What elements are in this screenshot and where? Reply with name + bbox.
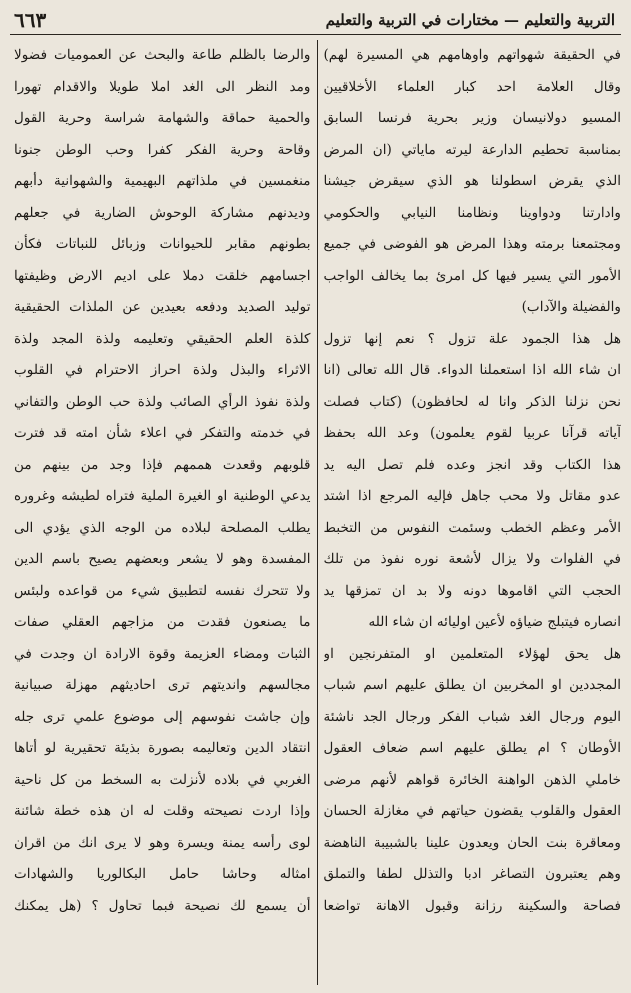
text-line: الغربي في بلاده لأنزلت به السخط من كل ناحية	[14, 771, 311, 788]
text-line: في الحقيقة شهواتهم واوهامهم هي المسيرة لهم)	[323, 47, 621, 63]
text-line: انتقاد الدين وتعاليمه بصورة بذيئة تحقيرية لو أتاها	[14, 740, 311, 756]
text-line: الأمور التي يسير فيها كل امرئ بما يخالف الواجب	[323, 267, 621, 284]
text-line: قلوبهم وقعدت هممهم فإذا وجد من بينهم من	[14, 456, 311, 473]
text-line: وقال العلامة احد كبار العلماء الأخلاقيين	[323, 78, 621, 95]
text-line: الأوطان ؟ ام يطلق عليهم اسم ضعاف العقول	[323, 740, 621, 756]
text-line: وإن جاشت نفوسهم إلى موضوع علمي ترى جله	[14, 708, 311, 725]
text-line: اليوم ورجال الغد شباب الفكر ورجال الجد ناشئة	[323, 708, 621, 725]
text-line: وهم يعتبرون التصاغر ادبا والتذلل لطفا والتملق	[323, 866, 621, 882]
text-line: ومجتمعنا برمته وهذا المرض هو الفوضى في جميع	[323, 236, 621, 252]
text-line: أن يسمع لك نصيحة فبما تحاول ؟ (هل يمكنك	[14, 897, 311, 914]
text-line: خاملي الذهن الواهنة الخائرة قواهم لأنهم مرضى	[323, 771, 621, 788]
text-line: العقول والقلوب يقضون حياتهم في مغازلة الحسان	[323, 803, 621, 819]
running-title: التربية والتعليم — مختارات في التربية والتعليم	[325, 11, 615, 29]
left-text-column	[14, 40, 318, 985]
text-line: ولا تتحرك نفسه لتطبيق شيء من قواعده ولبئس	[14, 582, 311, 599]
text-line: آياته قرآنا عربيا لقوم يعلمون) وعد الله بحفظ	[323, 425, 621, 441]
text-columns	[14, 40, 621, 985]
text-line: مجالسهم وانديتهم ترى احاديثهم مهزلة صبيانية	[14, 677, 311, 693]
text-line: ومد النظر الى الغد املا طويلا والاقدام تهورا	[14, 78, 311, 95]
text-line: الثبات ومضاء العزيمة وقوة الارادة ان وجدت في	[14, 645, 311, 662]
text-line: المجددين او المخربين ان يطلق عليهم اسم شباب	[323, 677, 621, 693]
text-line: لوى رأسه يمنة ويسرة وهو لا يرى انك من اقران	[14, 834, 311, 851]
text-line: هل يحق لهؤلاء المتعلمين او المتفرنجين او	[323, 645, 621, 662]
text-line: الحجب التي اقاموها دونه ولا بد ان تمزقها يد	[323, 582, 621, 599]
text-line: والرضا بالظلم طاعة والبحث عن العموميات فضولا	[14, 47, 311, 63]
page-header	[10, 6, 621, 35]
text-line: اجسامهم خلقت دملا على اديم الارض وظيفتها	[14, 267, 311, 284]
text-line: ان شاء الله اذا استعملنا الدواء. قال الله تعالى (انا	[323, 362, 621, 378]
text-line: ما يصنعون فقدت من مزاجهم العقلي صفات	[14, 614, 311, 630]
text-line: في الفلوات ولا يزال لأشعة نوره نفوذ من تلك	[323, 551, 621, 567]
text-line: عدو مقاتل ولا محب جاهل فإليه المرجع اذا اشتد	[323, 488, 621, 504]
text-line: هذا الكتاب وقد انجز وعده فلم تصل اليه يد	[323, 456, 621, 473]
text-line: المسيو دولانيسان وزير بحرية فرنسا السابق	[323, 110, 621, 126]
text-line: وديدنهم مشاركة الوحوش الضارية في جعلهم	[14, 204, 311, 221]
right-text-column	[318, 40, 622, 985]
text-line: بطونهم مقابر للحيوانات وزبائل للنباتات فكأن	[14, 236, 311, 252]
text-line: في خدمته والتفكر في اعلاء شأن امته قد فترت	[14, 425, 311, 441]
text-line: والفضيلة والآداب)	[521, 299, 621, 315]
text-line: هل هذا الجمود علة تزول ؟ نعم إنها تزول	[323, 330, 621, 347]
text-line: توليد الصديد ودفعه بعيدين عن الملذات الحقيقية	[14, 299, 311, 315]
text-line: وإذا اردت نصيحته وقلت له ان هذه خطة شائنة	[14, 803, 311, 819]
text-line: وقاحة وحرية الفكر كفرا وحب الوطن جنونا	[14, 141, 311, 158]
text-line: والحمية حماقة والشهامة شراسة وحرية القول	[14, 110, 311, 126]
text-line: المفسدة وهو لا يشعر وبعضهم يصيح باسم الدين	[14, 551, 311, 567]
text-line: وادارتنا ودواوينا ونظامنا النيابي والحكومي	[323, 204, 621, 221]
text-line: الأمر وعظم الخطب وسئمت النفوس من التخبط	[323, 519, 621, 536]
text-line: بمناسبة تحطيم الدارعة ليرته ماياتي (ان المرض	[323, 141, 621, 158]
page-number: ٦٦٣	[14, 8, 47, 32]
text-line: ولذة نفوذ الرأي الصائب ولذة حب الوطن والتفاني	[14, 393, 311, 410]
text-line: امثاله وحاشا حامل البكالوريا والشهادات	[14, 866, 311, 882]
text-line: فصاحة والسكينة رزانة وقبول الاهانة تواضعا	[323, 897, 621, 914]
text-line: كلذة العلم الحقيقي وتعليمه ولذة المجد ولذة	[14, 330, 311, 347]
text-line: الذي يقرض اسطولنا هو الذي سيقرض جيشنا	[323, 173, 621, 189]
text-line: يدعي الوطنية او الغيرة الملية فتراه لطيشه وغروره	[14, 488, 311, 504]
text-line: ومعاقرة بنت الحان ويعدون علينا بالشبيبة الناهضة	[323, 834, 621, 851]
text-line: منغمسين في ملذاتهم البهيمية والشهوانية دأبهم	[14, 173, 311, 189]
text-line: يطلب المصلحة لبلاده من الوجه الذي يؤدي الى	[14, 519, 311, 536]
text-line: نحن نزلنا الذكر وانا له لحافظون) (كتاب فصلت	[323, 393, 621, 410]
text-line: الاثراء والبذل ولذة احراز الاحترام في القلوب	[14, 362, 311, 378]
text-line: انصاره فيتبلج ضياؤه لأعين اوليائه ان شاء الله	[368, 614, 621, 630]
